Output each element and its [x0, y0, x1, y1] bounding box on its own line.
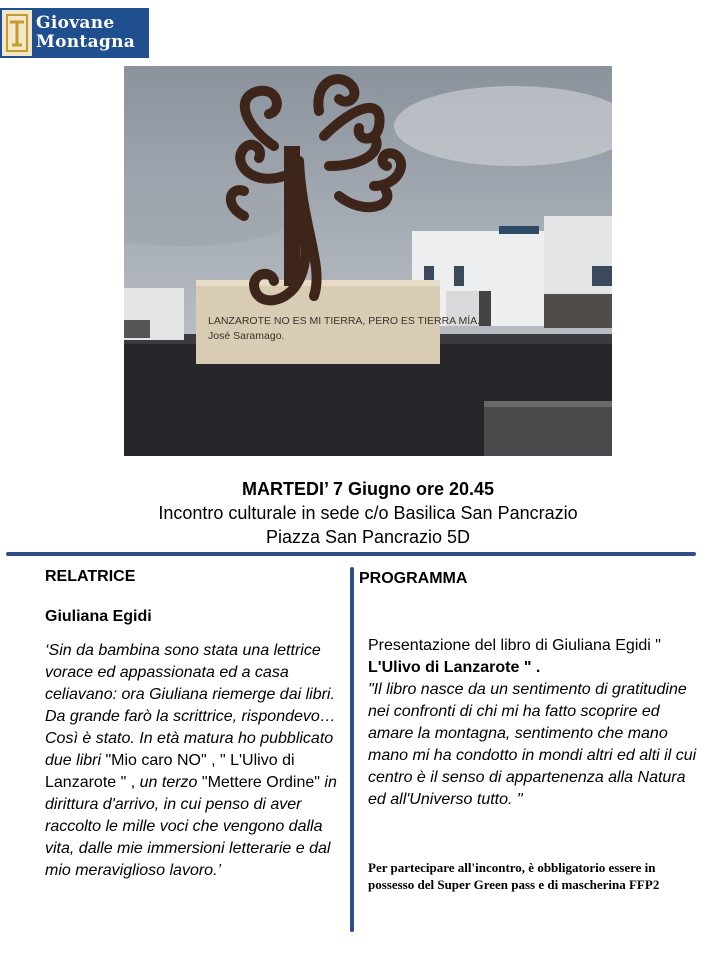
horizontal-divider — [6, 552, 696, 556]
bio-part-3: in dirittura d'arrivo, in cui penso di aver raccolto le mille voci che vengono dalla vita, dalle mie immersioni letterarie e dal mio meraviglioso lavoro.’ — [45, 774, 337, 879]
program-column — [359, 570, 699, 893]
logo-line-1: Giovane — [36, 13, 115, 33]
covid-notice: Per partecipare all'incontro, è obbligatorio essere in possesso del Super Green pass e di mascherina FFP2 — [368, 860, 660, 892]
program-intro: Presentazione del libro di Giuliana Egidi " — [368, 637, 661, 654]
speaker-name: Giuliana Egidi — [45, 608, 152, 625]
monument-photo — [124, 66, 612, 456]
program-after: " . — [519, 659, 541, 676]
speaker-section-label: RELATRICE — [45, 568, 136, 585]
logo-line-2: Montagna — [36, 32, 136, 52]
speaker-bio — [45, 640, 347, 882]
program-quote: "Il libro nasce da un sentimento di gratitudine nei confronti di chi mi ha fatto scoprire ed amare la montagna, sentimento che mano mano mi ha condotto in mondi altri ed alti il cui centro è il senso di appartenenza alla Natura ed all'Universo tutto. " — [368, 681, 697, 808]
bio-part-1: ‘Sin da bambina sono stata una lettrice vorace ed appassionata ed a casa celiavano: ora Giuliana riemerge dai libri. Da grande farò la scrittrice, rispondevo…Così è stato. In età matura ho pubblicato due libri — [45, 642, 336, 769]
logo-text — [36, 14, 135, 52]
monument-inscription: LANZAROTE NO ES MI TIERRA, PERO ES TIERRA MÍA. — [208, 315, 481, 327]
event-description: Incontro culturale in sede c/o Basilica San Pancrazio — [158, 503, 578, 523]
bio-book-titles: "Mio caro NO" , " L'Ulivo di Lanzarote " , — [45, 752, 295, 791]
book-title: L'Ulivo di Lanzarote — [368, 659, 520, 676]
bio-part-2: un terzo — [135, 774, 202, 791]
bio-book-title-3: "Mettere Ordine" — [201, 774, 320, 791]
event-header — [0, 478, 720, 548]
giovane-montagna-logo — [0, 8, 149, 58]
vertical-divider — [350, 567, 354, 932]
event-address: Piazza San Pancrazio 5D — [265, 527, 471, 547]
program-section-label: PROGRAMMA — [359, 570, 468, 587]
event-date: MARTEDI’ 7 Giugno ore 20.45 — [241, 479, 495, 499]
logo-emblem-icon — [2, 10, 32, 56]
program-description — [368, 635, 699, 811]
speaker-column — [45, 568, 347, 882]
monument-author: José Saramago. — [208, 330, 285, 342]
